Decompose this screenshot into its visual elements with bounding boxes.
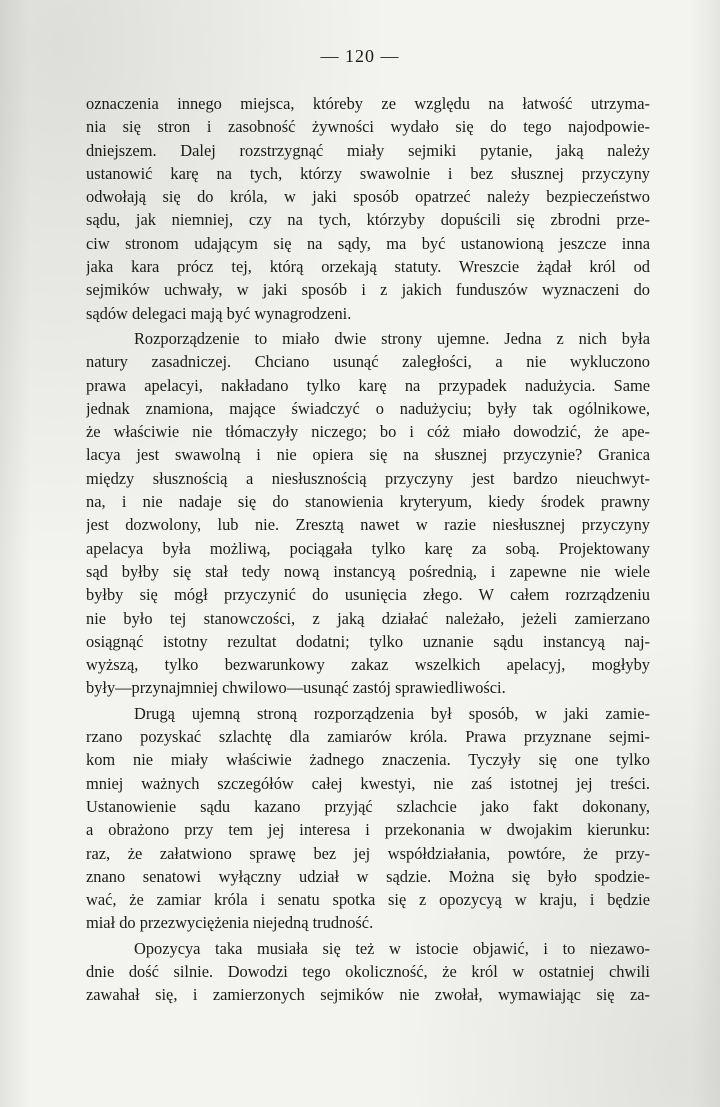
text-line: dnie dość silnie. Dowodzi tego okoliczność, że król w ostatniej chwili bbox=[86, 961, 650, 981]
text-line: rzano pozyskać szlachtę dla zamiarów króla. Prawa przyznane sejmi- bbox=[86, 727, 650, 747]
text-line: nie było tej stanowczości, z jaką działać należało, jeżeli zamierzano bbox=[86, 608, 650, 628]
text-line: między słusznością a niesłusznością przyczyny jest bardzo nieuchwyt- bbox=[86, 468, 650, 488]
text-line: apelacya była możliwą, pociągała tylko karę za sobą. Projektowany bbox=[86, 538, 650, 558]
text-line: jednak znamiona, mające świadczyć o nadużyciu; były tak ogólnikowe, bbox=[86, 398, 650, 418]
paragraph-2 bbox=[86, 327, 650, 700]
text-line: osiągnąć istotny rezultat dodatni; tylko uznanie sądu instancyą naj- bbox=[86, 631, 650, 651]
text-line: na, i nie nadaje się do stanowienia kryteryum, kiedy środek prawny bbox=[86, 492, 650, 512]
body-text bbox=[86, 92, 650, 1009]
text-line: a obrażono przy tem jej interesa i przekonania w dwojakim kierunku: bbox=[86, 820, 650, 840]
text-line: zawahał się, i zamierzonych sejmików nie zwołał, wymawiając się za- bbox=[86, 985, 650, 1005]
text-line: że właściwie nie tłómaczyły niczego; bo i cóż miało dowodzić, że ape- bbox=[86, 422, 650, 442]
text-line: nia się stron i zasobność żywności wydało się do tego najodpowie- bbox=[86, 117, 650, 137]
text-line: wać, że zamiar króla i senatu spotka się z opozycyą w kraju, i będzie bbox=[86, 890, 650, 910]
text-line: ciw stronom udającym się na sądy, ma być ustanowioną jeszcze inna bbox=[86, 233, 650, 253]
text-line: Rozporządzenie to miało dwie strony ujemne. Jedna z nich była bbox=[134, 328, 650, 348]
text-line: Drugą ujemną stroną rozporządzenia był sposób, w jaki zamie- bbox=[134, 703, 650, 723]
text-line: były—przynajmniej chwilowo—usunąć zastój sprawiedliwości. bbox=[86, 678, 506, 698]
text-line: byłby się mógł przyczynić do usunięcia złego. W całem rozrządzeniu bbox=[86, 585, 650, 605]
text-line: Ustanowienie sądu kazano przyjąć szlachcie jako fakt dokonany, bbox=[86, 796, 650, 816]
paragraph-1 bbox=[86, 92, 650, 325]
text-line: sąd byłby się stał tedy nową instancyą pośrednią, i zapewne nie wiele bbox=[86, 561, 650, 581]
text-line: prawa apelacyi, nakładano tylko karę na przypadek nadużycia. Same bbox=[86, 375, 650, 395]
text-line: oznaczenia innego miejsca, któreby ze względu na łatwość utrzyma- bbox=[86, 94, 650, 113]
paragraph-3 bbox=[86, 702, 650, 935]
text-line: natury zasadniczej. Chciano usunąć zaległości, a nie wykluczono bbox=[86, 352, 650, 372]
text-line: raz, że załatwiono sprawę bez jej współdziałania, powtóre, że przy- bbox=[86, 843, 650, 863]
text-line: mniej ważnych szczegółów całej kwestyi, nie zaś istotnej jej treści. bbox=[86, 773, 650, 793]
text-line: miał do przezwyciężenia niejedną trudność. bbox=[86, 913, 374, 933]
page-number: — 120 — bbox=[320, 46, 400, 66]
text-line: dniejszem. Dalej rozstrzygnąć miały sejmiki pytanie, jaką należy bbox=[86, 140, 650, 160]
text-line: jest dozwolony, lub nie. Zresztą nawet w razie niesłusznej przyczyny bbox=[86, 515, 650, 535]
text-line: sejmików uchwały, w jaki sposób i z jakich funduszów wyznaczeni do bbox=[86, 280, 650, 300]
text-line: sądów delegaci mają być wynagrodzeni. bbox=[86, 303, 352, 323]
text-line: znano senatowi wyłączny udział w sądzie. Można się było spodzie- bbox=[86, 866, 650, 886]
text-line: lacya jest swawolną i nie opiera się na słusznej przyczynie? Granica bbox=[86, 445, 650, 465]
paragraph-4 bbox=[86, 937, 650, 1007]
text-line: Opozycya taka musiała się też w istocie objawić, i to niezawo- bbox=[134, 938, 650, 958]
text-line: sądu, jak niemniej, czy na tych, którzyby dopuścili się zbrodni prze- bbox=[86, 210, 650, 230]
text-line: wyższą, tylko bezwarunkowy zakaz wszelkich apelacyj, mogłyby bbox=[86, 655, 650, 675]
text-line: odwołają się do króla, w jaki sposób opatrzeć należy bezpieczeństwo bbox=[86, 187, 650, 207]
text-line: jaka kara prócz tej, którą orzekają statuty. Wreszcie żądał król od bbox=[86, 257, 650, 277]
text-line: ustanowić karę na tych, którzy swawolnie i bez słusznej przyczyny bbox=[86, 163, 650, 183]
text-line: kom nie miały właściwie żadnego znaczenia. Tyczyły się one tylko bbox=[86, 750, 650, 770]
